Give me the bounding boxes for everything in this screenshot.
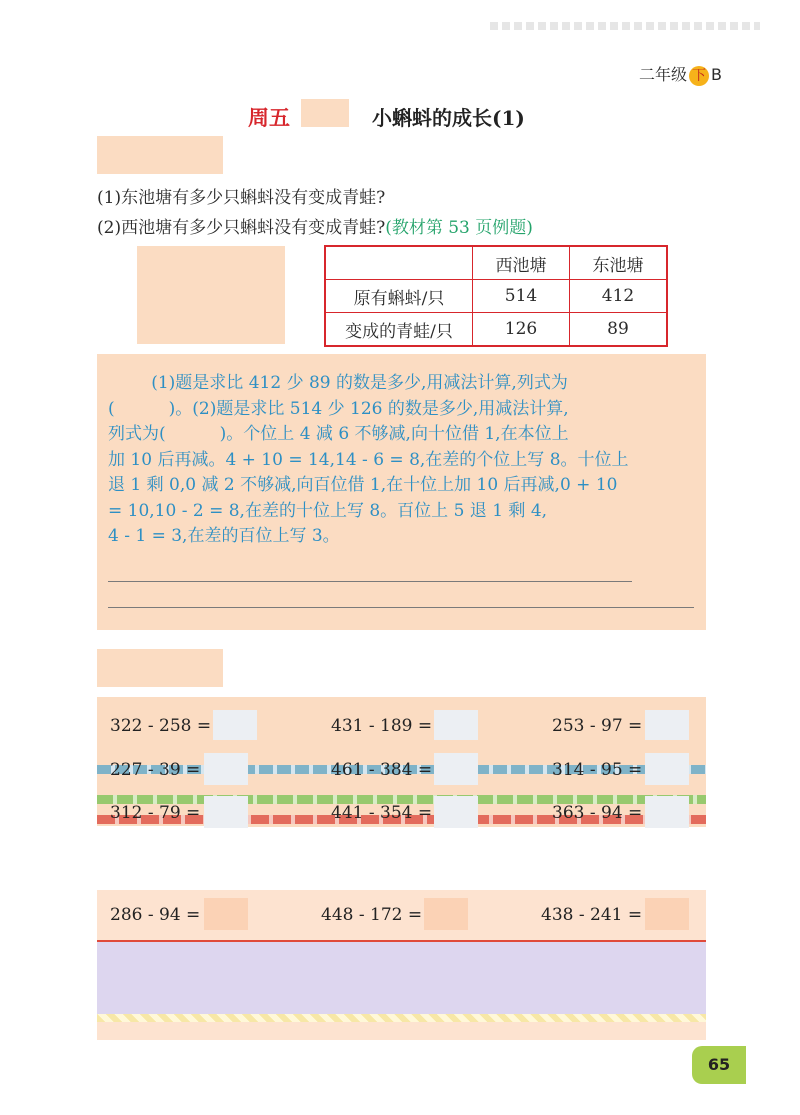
answer-line-2[interactable] bbox=[108, 607, 694, 608]
answer-line-1[interactable] bbox=[108, 581, 632, 582]
page-number: 65 bbox=[692, 1046, 746, 1084]
grade-volume-badge: 下 bbox=[689, 66, 709, 86]
calc-expression: 314 - 95 = bbox=[552, 760, 643, 780]
question-1: (1)东池塘有多少只蝌蚪没有变成青蛙? bbox=[97, 188, 386, 208]
illustration-placeholder bbox=[137, 246, 285, 344]
question-2-text: (2)西池塘有多少只蝌蚪没有变成青蛙? bbox=[97, 218, 386, 238]
analysis-text bbox=[108, 371, 700, 550]
table-header-row bbox=[325, 246, 667, 280]
answer-box[interactable] bbox=[424, 898, 468, 930]
calc-expression: 363 - 94 = bbox=[552, 803, 643, 823]
answer-box[interactable] bbox=[434, 753, 478, 785]
header-decoration bbox=[490, 22, 760, 30]
pond-table bbox=[324, 245, 668, 347]
calc-expression: 227 - 39 = bbox=[110, 760, 201, 780]
table-header-cell bbox=[325, 246, 473, 280]
section-tag-1 bbox=[97, 136, 223, 174]
day-title: 周五 bbox=[248, 105, 290, 130]
calc-expression: 431 - 189 = bbox=[331, 716, 433, 736]
answer-box[interactable] bbox=[645, 753, 689, 785]
question-2 bbox=[97, 213, 533, 238]
answer-box[interactable] bbox=[434, 710, 478, 740]
grade-label bbox=[639, 62, 722, 86]
answer-box[interactable] bbox=[645, 796, 689, 828]
answer-box[interactable] bbox=[204, 753, 248, 785]
analysis-line: 列式为( )。个位上 4 减 6 不够减,向十位借 1,在本位上 bbox=[108, 424, 569, 444]
table-cell: 412 bbox=[570, 280, 668, 313]
analysis-line: 4 - 1 = 3,在差的百位上写 3。 bbox=[108, 526, 340, 546]
analysis-line: ( )。(2)题是求比 514 少 126 的数是多少,用减法计算, bbox=[108, 398, 569, 419]
analysis-line: = 10,10 - 2 = 8,在差的十位上写 8。百位上 5 退 1 剩 4, bbox=[108, 500, 548, 521]
answer-box[interactable] bbox=[645, 898, 689, 930]
analysis-line: 退 1 剩 0,0 减 2 不够减,向百位借 1,在十位上加 10 后再减,0 + 10 bbox=[108, 475, 618, 495]
table-cell: 126 bbox=[473, 313, 570, 347]
answer-box[interactable] bbox=[204, 898, 248, 930]
table-cell: 原有蝌蚪/只 bbox=[325, 280, 473, 313]
answer-box[interactable] bbox=[434, 796, 478, 828]
calc-expression: 322 - 258 = bbox=[110, 716, 212, 736]
calc-expression: 312 - 79 = bbox=[110, 803, 201, 823]
lesson-title: 小蝌蚪的成长(1) bbox=[372, 106, 525, 130]
calc-expression: 438 - 241 = bbox=[541, 905, 643, 925]
grade-pre: 二年级 bbox=[639, 65, 688, 84]
table-cell: 变成的青蛙/只 bbox=[325, 313, 473, 347]
answer-box[interactable] bbox=[213, 710, 257, 740]
calc-expression: 448 - 172 = bbox=[321, 905, 423, 925]
analysis-line: (1)题是求比 412 少 89 的数是多少,用减法计算,列式为 bbox=[108, 373, 568, 393]
calc-expression: 253 - 97 = bbox=[552, 716, 643, 736]
table-header-cell: 东池塘 bbox=[570, 246, 668, 280]
table-row bbox=[325, 280, 667, 313]
answer-box[interactable] bbox=[645, 710, 689, 740]
grade-post: B bbox=[711, 65, 722, 84]
question-source: (教材第 53 页例题) bbox=[385, 218, 533, 238]
blank-patch bbox=[97, 826, 223, 874]
calc-expression: 461 - 384 = bbox=[331, 760, 433, 780]
calc-expression: 441 - 354 = bbox=[331, 803, 433, 823]
title-redaction-box bbox=[301, 99, 349, 127]
table-header-cell: 西池塘 bbox=[473, 246, 570, 280]
decor-yellow-stripe bbox=[97, 1014, 706, 1022]
table-cell: 514 bbox=[473, 280, 570, 313]
decor-purple-band bbox=[97, 942, 706, 1014]
section-tag-2 bbox=[97, 649, 223, 687]
calc-expression: 286 - 94 = bbox=[110, 905, 201, 925]
answer-box[interactable] bbox=[204, 796, 248, 828]
table-row bbox=[325, 313, 667, 347]
table-cell: 89 bbox=[570, 313, 668, 347]
analysis-line: 加 10 后再减。4 + 10 = 14,14 - 6 = 8,在差的个位上写 8。十位上 bbox=[108, 449, 629, 470]
